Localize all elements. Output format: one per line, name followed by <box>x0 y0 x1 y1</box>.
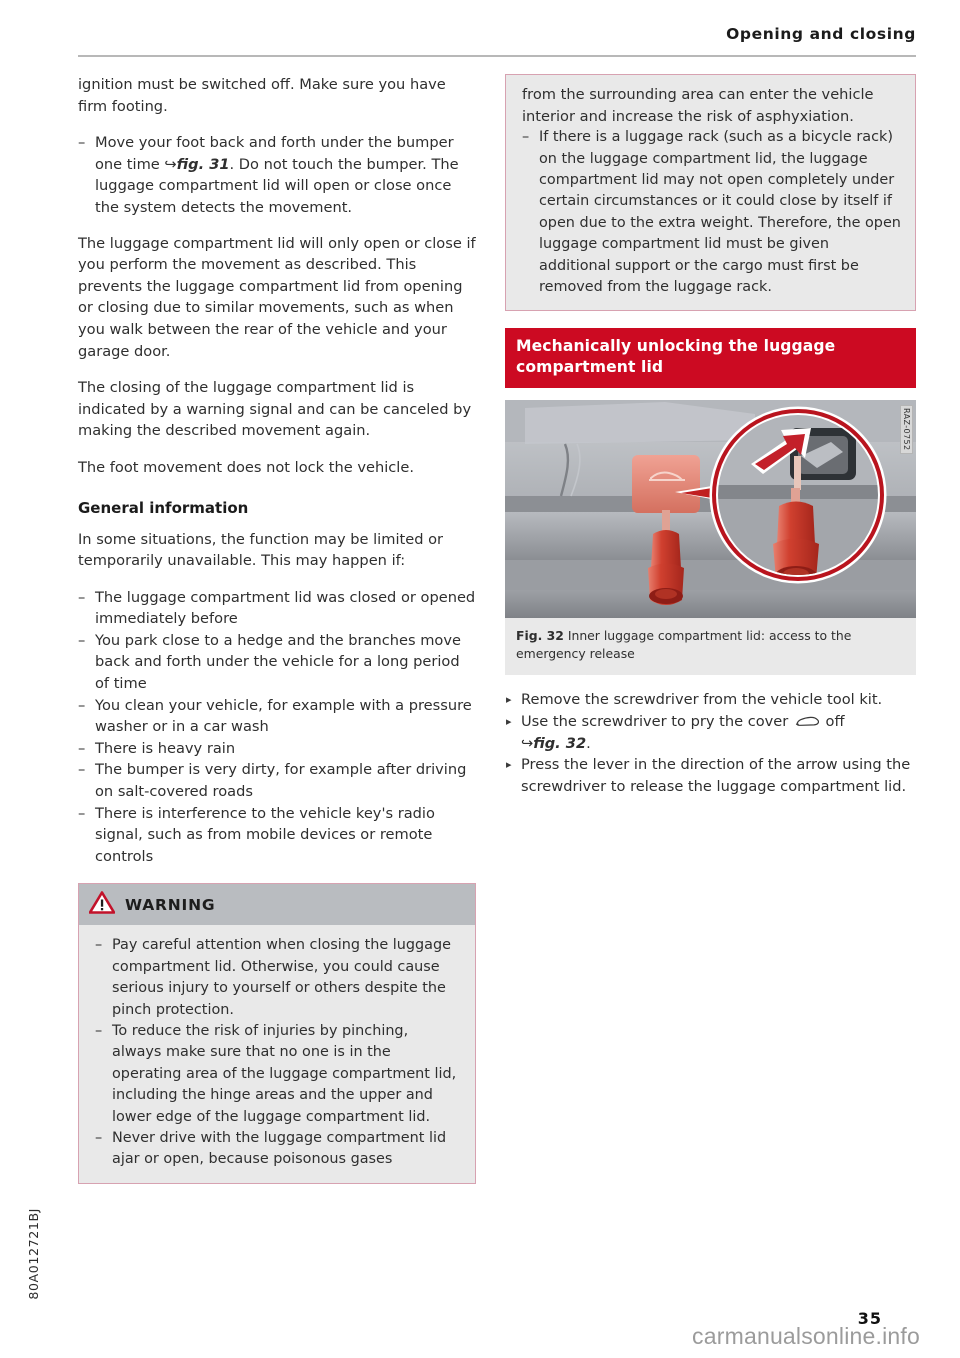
reference-arrow-icon: ↪ <box>521 734 534 752</box>
warning-box <box>78 883 476 1183</box>
note-items-list <box>522 127 901 298</box>
list-item: ▸ Remove the screwdriver from the vehicle tool kit. <box>505 689 916 711</box>
step-text-before-ref: Move your foot back and forth under the bumper one time <box>95 134 454 173</box>
list-item: – Never drive with the luggage compartment lid ajar or open, because poisonous gases <box>95 1128 461 1171</box>
page-number: 35 <box>857 1309 882 1328</box>
figure-caption-label: Fig. 32 <box>516 628 564 644</box>
list-item: – If there is a luggage rack (such as a bicycle rack) on the luggage compartment lid, the luggage compartment lid may not open completely under certain circumstances or it could close by itself if open due to the extra weight. Therefore, the open luggage compartment lid must be given additional support or the cargo must first be removed from the luggage rack. <box>522 127 901 298</box>
car-rear-hatch-icon <box>795 713 819 726</box>
paragraph-lid-behavior: The luggage compartment lid will only open or close if you perform the movement as described. This prevents the luggage compartment lid from opening or closing due to similar movements, such as when you walk between the rear of the vehicle and your garage door. <box>78 234 476 360</box>
list-item: – There is heavy rain <box>78 738 476 760</box>
reference-suffix: . <box>586 734 591 752</box>
figure-source-code: RAZ-0752 <box>900 405 913 454</box>
paragraph-closing-signal: The closing of the luggage compartment lid is indicated by a warning signal and can be canceled by making the described movement again. <box>78 379 472 440</box>
figure-reference-link[interactable]: fig. 31 <box>176 155 230 173</box>
limitation-conditions-list <box>78 587 476 868</box>
right-column <box>505 74 916 811</box>
section-heading-banner: Mechanically unlocking the luggage compartment lid <box>505 328 916 388</box>
step-text-after-symbol: off <box>820 713 845 731</box>
note-box-body <box>516 84 905 298</box>
paragraph-limitations-intro: In some situations, the function may be limited or temporarily unavailable. This may happen if: <box>78 530 444 570</box>
warning-box-body <box>89 933 465 1170</box>
step-text-after-ref: . Do not touch the bumper. The luggage compartment lid will open or close once the system detects the movement. <box>95 155 459 216</box>
list-item: – You park close to a hedge and the branches move back and forth under the vehicle for a long period of time <box>78 630 476 695</box>
header-divider <box>78 55 916 57</box>
paragraph-continuation: ignition must be switched off. Make sure you have firm footing. <box>78 76 446 115</box>
step-text-before-symbol: Use the screwdriver to pry the cover <box>521 713 793 731</box>
warning-title: WARNING <box>125 895 216 914</box>
document-part-number: 80A012721BJ <box>26 1208 41 1300</box>
reference-arrow-icon: ↪ <box>164 155 177 173</box>
list-item <box>505 711 916 754</box>
paragraph-foot-movement-lock: The foot movement does not lock the vehicle. <box>78 458 414 476</box>
figure-caption <box>505 618 916 675</box>
list-item: ▸ Press the lever in the direction of the arrow using the screwdriver to release the luggage compartment lid. <box>505 754 916 797</box>
page-header <box>78 24 916 43</box>
left-column <box>78 74 476 1184</box>
foot-movement-steps <box>78 132 476 218</box>
list-item: – You clean your vehicle, for example with a pressure washer or in a car wash <box>78 695 476 738</box>
site-watermark: carmanualsonline.info <box>692 1323 920 1349</box>
list-item <box>78 132 476 218</box>
note-continuation-text: from the surrounding area can enter the vehicle interior and increase the risk of asphyxiation. <box>522 86 874 125</box>
list-item: – There is interference to the vehicle key's radio signal, such as from mobile devices or remote controls <box>78 803 476 868</box>
warning-box-header <box>79 884 475 925</box>
list-item: – Pay careful attention when closing the luggage compartment lid. Otherwise, you could cause serious injury to yourself or others despite the pinch protection. <box>95 935 461 1021</box>
figure-image-inner-lid <box>505 400 916 618</box>
list-item: – The bumper is very dirty, for example after driving on salt-covered roads <box>78 759 476 802</box>
unlock-steps-list <box>505 689 916 797</box>
warning-items-list <box>95 935 461 1170</box>
list-item: – To reduce the risk of injuries by pinching, always make sure that no one is in the operating area of the luggage compartment lid, including the hinge areas and the upper and lower edge of the luggage compartment lid. <box>95 1021 461 1128</box>
figure-reference-link[interactable]: fig. 32 <box>533 734 587 752</box>
warning-triangle-icon <box>89 891 115 918</box>
figure-caption-text: Inner luggage compartment lid: access to the emergency release <box>516 628 852 662</box>
note-continuation-box <box>505 74 916 311</box>
figure-block <box>505 400 916 675</box>
subheading-general-information: General information <box>78 498 249 517</box>
header-title: Opening and closing <box>726 25 916 43</box>
list-item: – The luggage compartment lid was closed or opened immediately before <box>78 587 476 630</box>
